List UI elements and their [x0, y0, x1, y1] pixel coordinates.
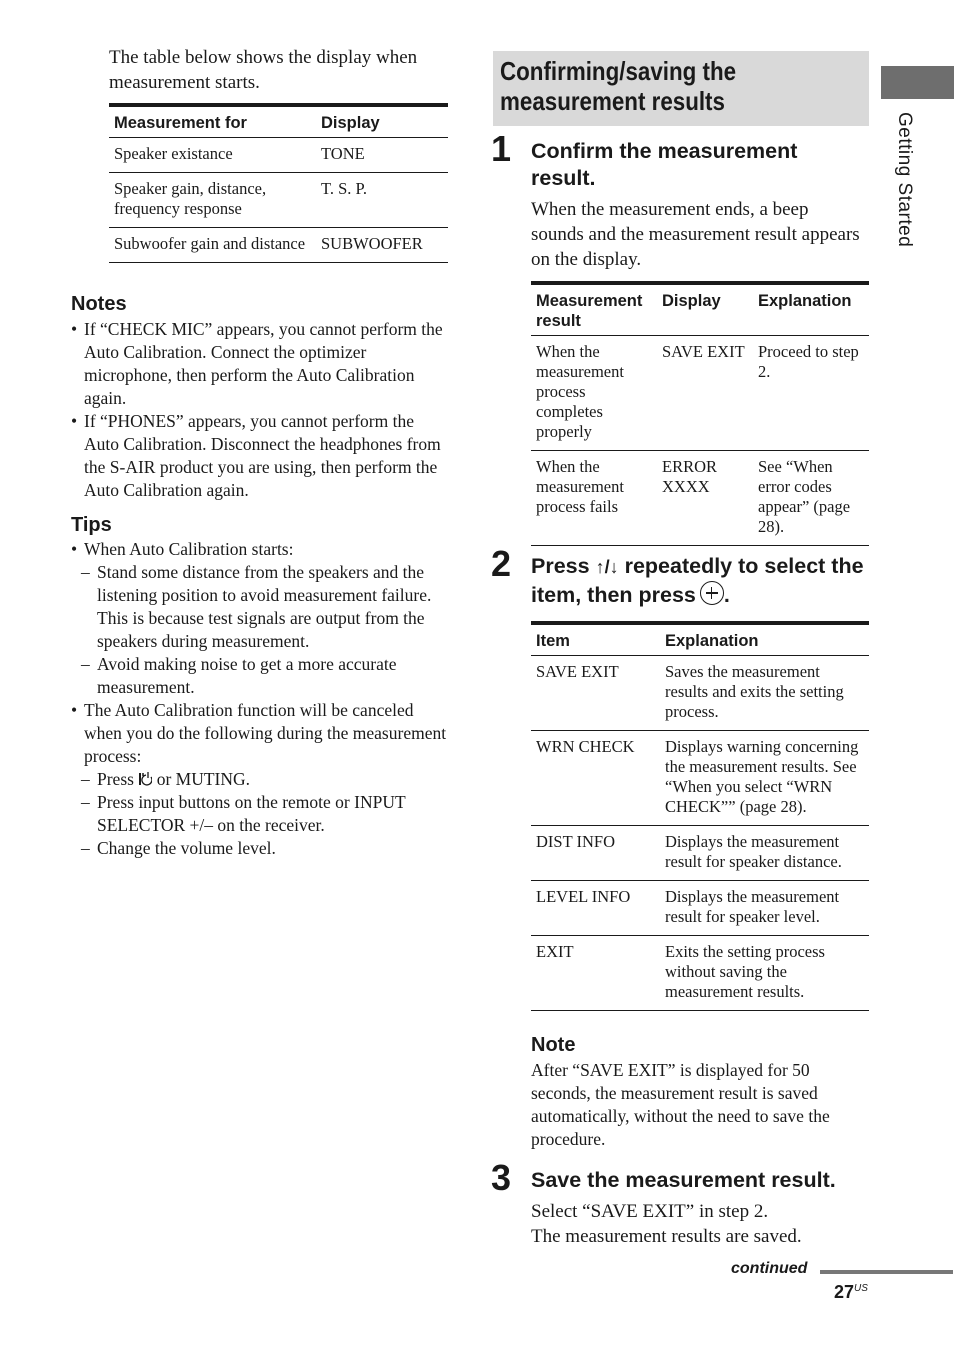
table-header: Measurement result [536, 292, 643, 330]
table-cell: Speaker existance [114, 144, 233, 163]
table-cell: T. S. P. [321, 179, 368, 198]
table-header: Item [536, 632, 570, 650]
step-number: 1 [491, 128, 512, 169]
table-cell: Displays the measurement result for speaker level. [665, 887, 840, 926]
table-row [531, 336, 869, 451]
side-tab-label: Getting Started [894, 112, 915, 248]
table-cell: ERROR XXXX [662, 457, 718, 496]
list-item: • When Auto Calibration starts: [71, 539, 294, 559]
table-row [109, 228, 448, 263]
table-row [531, 451, 869, 546]
notes-list [71, 318, 451, 502]
table-cell: EXIT [536, 942, 574, 961]
note-body: After “SAVE EXIT” is displayed for 50 seconds, the measurement result is saved automatically, without the need to save the procedure. [531, 1060, 830, 1149]
continued-bar [820, 1270, 953, 1274]
table-row [109, 173, 448, 228]
item-table [531, 621, 869, 1011]
table-cell: When the measurement process completes properly [536, 342, 624, 441]
notes-heading: Notes [71, 293, 127, 315]
side-tab-marker [881, 66, 954, 99]
sub-list-item: – Stand some distance from the speakers and the listening position to avoid measurement failure. This is because test signals are output from the speakers during measurement. [81, 562, 432, 651]
result-table [531, 281, 869, 546]
list-item: • If “PHONES” appears, you cannot perform the Auto Calibration. Disconnect the headphones from the S-AIR product you are using, then perform the Auto Calibration again. [71, 411, 441, 500]
table-cell: Displays the measurement result for speaker distance. [665, 832, 842, 871]
table-cell: LEVEL INFO [536, 887, 631, 906]
measurement-table [109, 103, 448, 263]
table-row [531, 936, 869, 1011]
table-row [531, 881, 869, 936]
intro-text: The table below shows the display when measurement starts. [109, 47, 418, 93]
up-down-arrow-icon: ↑/↓ [595, 557, 619, 577]
table-header: Explanation [665, 632, 759, 650]
table-row [531, 826, 869, 881]
table-cell: Subwoofer gain and distance [114, 234, 306, 253]
note-heading: Note [531, 1034, 576, 1056]
table-cell: SUBWOOFER [321, 234, 423, 253]
step-body [531, 1199, 866, 1249]
table-cell: SAVE EXIT [662, 342, 745, 361]
table-header: Measurement for [114, 114, 247, 132]
table-cell: WRN CHECK [536, 737, 635, 756]
table-cell: Exits the setting process without saving the measurement results. [665, 942, 825, 1001]
table-row [531, 731, 869, 826]
list-item: • The Auto Calibration function will be canceled when you do the following during the measurement process: [71, 700, 447, 766]
table-cell: When the measurement process fails [536, 457, 624, 516]
table-cell: Proceed to step 2. [758, 342, 859, 381]
table-cell: Displays warning concerning the measurement results. See “When you select “WRN CHECK”” (page 28). [665, 737, 859, 816]
table-cell: TONE [321, 144, 365, 163]
step-body-line: Select “SAVE EXIT” in step 2. [531, 1201, 769, 1222]
table-header: Display [321, 114, 380, 132]
enter-button-icon [700, 581, 724, 605]
power-icon [138, 771, 152, 787]
table-row [109, 138, 448, 173]
tips-heading: Tips [71, 514, 112, 536]
step-body: When the measurement ends, a beep sounds and the measurement result appears on the display. [531, 199, 860, 270]
sub-list-item: – Avoid making noise to get a more accurate measurement. [81, 654, 397, 697]
step-number: 3 [491, 1157, 512, 1198]
list-item: • If “CHECK MIC” appears, you cannot perform the Auto Calibration. Connect the optimizer microphone, then perform the Auto Calibration again. [71, 319, 443, 408]
table-header: Display [662, 292, 721, 310]
table-row [531, 656, 869, 731]
step-number: 2 [491, 543, 512, 584]
tips-list [71, 538, 451, 860]
continued-label: continued [731, 1260, 808, 1277]
table-cell: DIST INFO [536, 832, 615, 851]
step-heading: Save the measurement result. [531, 1168, 836, 1192]
table-cell: Speaker gain, distance, frequency response [114, 179, 267, 218]
table-cell: See “When error codes appear” (page 28). [758, 457, 851, 536]
sub-list-item: – Press or MUTING. [81, 769, 251, 789]
page-suffix: US [854, 1283, 868, 1294]
table-header: Explanation [758, 292, 852, 310]
section-title: Confirming/saving the measurement results [500, 56, 737, 116]
step-heading: Confirm the measurement result. [531, 139, 798, 190]
sub-list-item: – Press input buttons on the remote or INPUT SELECTOR +/– on the receiver. [81, 792, 406, 835]
page-number: $27^{US}$ [834, 1282, 868, 1302]
sub-list-item: – Change the volume level. [81, 838, 276, 858]
table-cell: SAVE EXIT [536, 662, 619, 681]
table-cell: Saves the measurement results and exits the setting process. [665, 662, 844, 721]
step-heading: Press ↑/↓ repeatedly to select the item, then press . [531, 554, 864, 607]
step-body-line: The measurement results are saved. [531, 1226, 802, 1247]
